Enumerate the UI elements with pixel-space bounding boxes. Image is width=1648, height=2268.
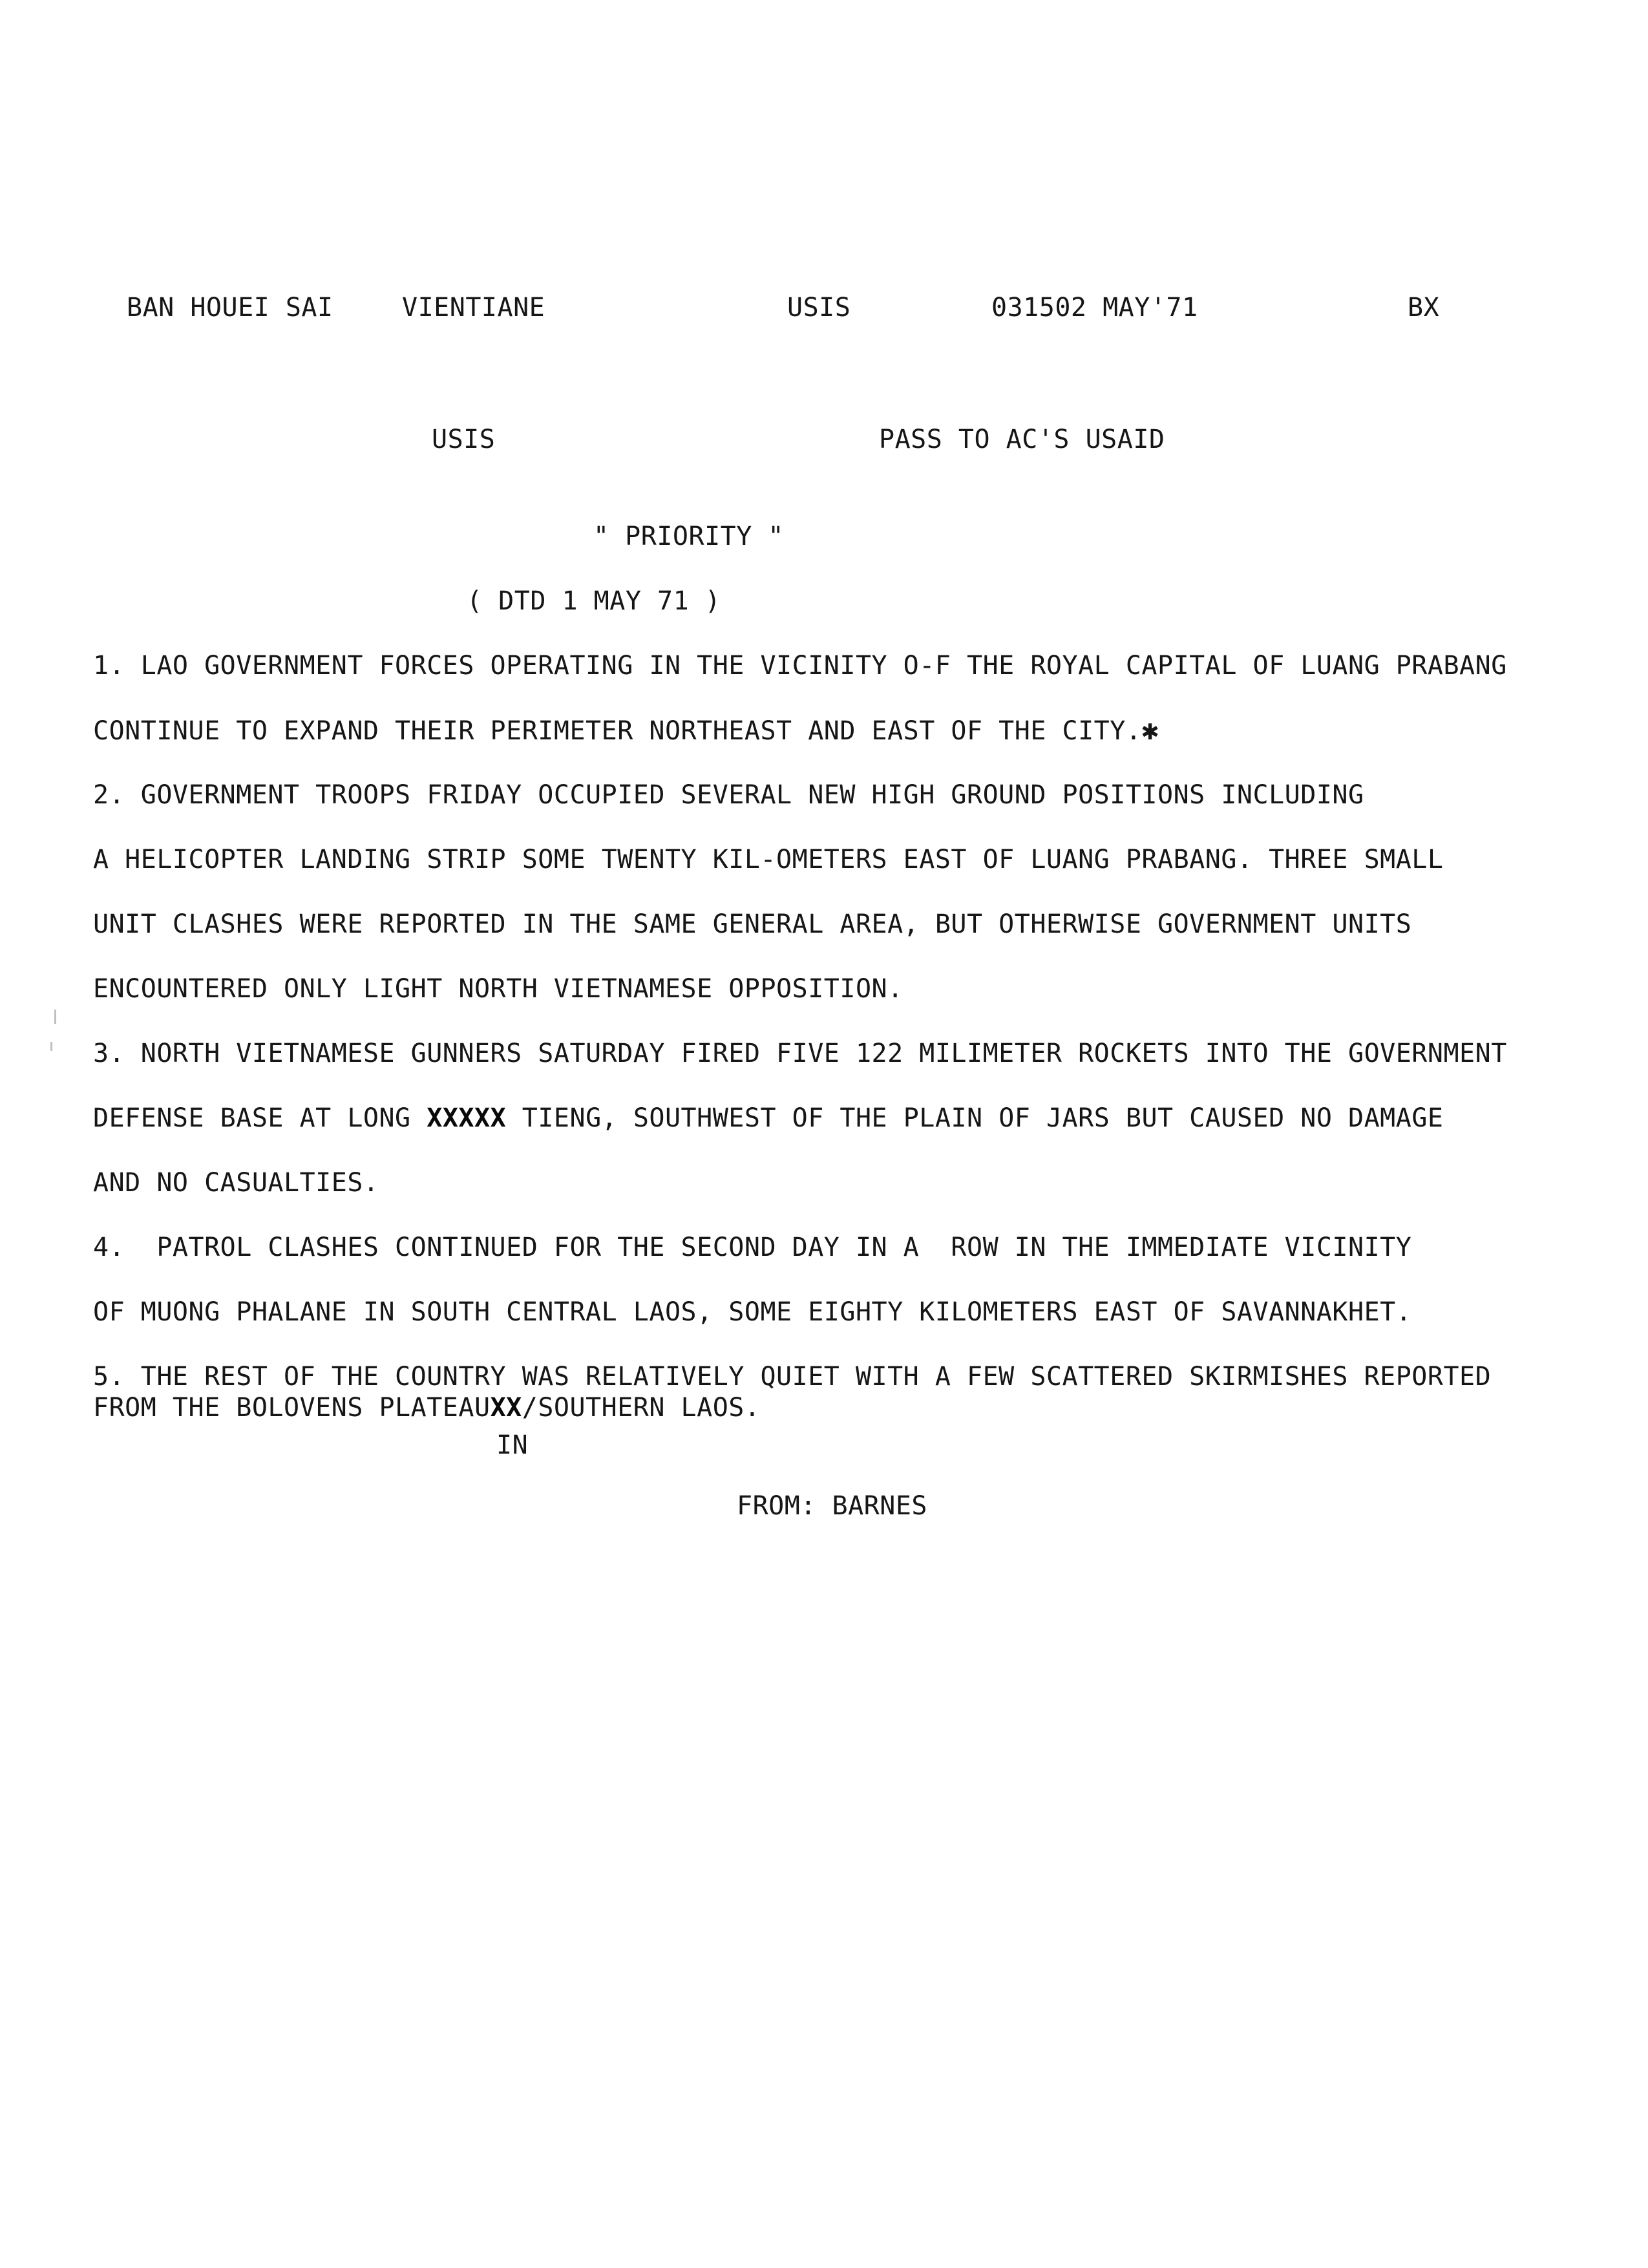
paragraph-2-line-2: A HELICOPTER LANDING STRIP SOME TWENTY KIL-OMETERS EAST OF LUANG PRABANG. THREE SMALL <box>93 845 1444 874</box>
paragraph-3-line-1: 3. NORTH VIETNAMESE GUNNERS SATURDAY FIRED FIVE 122 MILIMETER ROCKETS INTO THE GOVERNMENT <box>93 1039 1507 1068</box>
paragraph-3-line-2-start: DEFENSE BASE AT LONG <box>93 1103 427 1133</box>
paragraph-2-line-3: UNIT CLASHES WERE REPORTED IN THE SAME GENERAL AREA, BUT OTHERWISE GOVERNMENT UNITS <box>93 909 1412 939</box>
inserted-word: IN <box>496 1430 529 1460</box>
scan-speck <box>50 1042 52 1051</box>
header-destination: VIENTIANE <box>402 293 545 323</box>
paragraph-2-line-4: ENCOUNTERED ONLY LIGHT NORTH VIETNAMESE OPPOSITION. <box>93 974 903 1004</box>
routing-pass: PASS TO AC'S USAID <box>879 425 1165 454</box>
paragraph-4-line-1: 4. PATROL CLASHES CONTINUED FOR THE SECOND DAY IN A ROW IN THE IMMEDIATE VICINITY <box>93 1233 1412 1262</box>
header-agency: USIS <box>787 293 851 323</box>
paragraph-1-line-2 <box>93 715 1159 747</box>
scan-speck <box>54 1010 56 1024</box>
paragraph-2-line-1: 2. GOVERNMENT TROOPS FRIDAY OCCUPIED SEVERAL NEW HIGH GROUND POSITIONS INCLUDING <box>93 780 1364 810</box>
routing-to: USIS <box>432 425 496 454</box>
paragraph-3-line-2-end: TIENG, SOUTHWEST OF THE PLAIN OF JARS BUT CAUSED NO DAMAGE <box>506 1103 1444 1133</box>
paragraph-5-line-2 <box>93 1392 760 1423</box>
paragraph-5-line-2-end: /SOUTHERN LAOS. <box>522 1393 761 1423</box>
ink-mark: ✱ <box>1141 714 1159 747</box>
paragraph-3-line-3: AND NO CASUALTIES. <box>93 1168 379 1198</box>
paragraph-1-line-1: 1. LAO GOVERNMENT FORCES OPERATING IN THE VICINITY O-F THE ROYAL CAPITAL OF LUANG PRABANG <box>93 651 1507 681</box>
paragraph-4-line-2: OF MUONG PHALANE IN SOUTH CENTRAL LAOS, SOME EIGHTY KILOMETERS EAST OF SAVANNAKHET. <box>93 1297 1412 1327</box>
date-line: ( DTD 1 MAY 71 ) <box>467 586 721 616</box>
struck-text: XXXXX <box>427 1103 507 1133</box>
header-origin: BAN HOUEI SAI <box>127 293 333 323</box>
header-dtg: 031502 MAY'71 <box>991 293 1198 323</box>
precedence: " PRIORITY " <box>593 522 784 551</box>
signature: FROM: BARNES <box>737 1491 927 1521</box>
paragraph-1-line-2-text: CONTINUE TO EXPAND THEIR PERIMETER NORTHEAST AND EAST OF THE CITY. <box>93 716 1142 746</box>
paragraph-5-line-2-start: FROM THE BOLOVENS PLATEAU <box>93 1393 491 1423</box>
paragraph-3-line-2 <box>93 1103 1444 1134</box>
struck-text: XX <box>490 1393 522 1423</box>
header-code: BX <box>1408 293 1440 323</box>
paragraph-5-line-1: 5. THE REST OF THE COUNTRY WAS RELATIVELY QUIET WITH A FEW SCATTERED SKIRMISHES REPORTED <box>93 1362 1492 1392</box>
